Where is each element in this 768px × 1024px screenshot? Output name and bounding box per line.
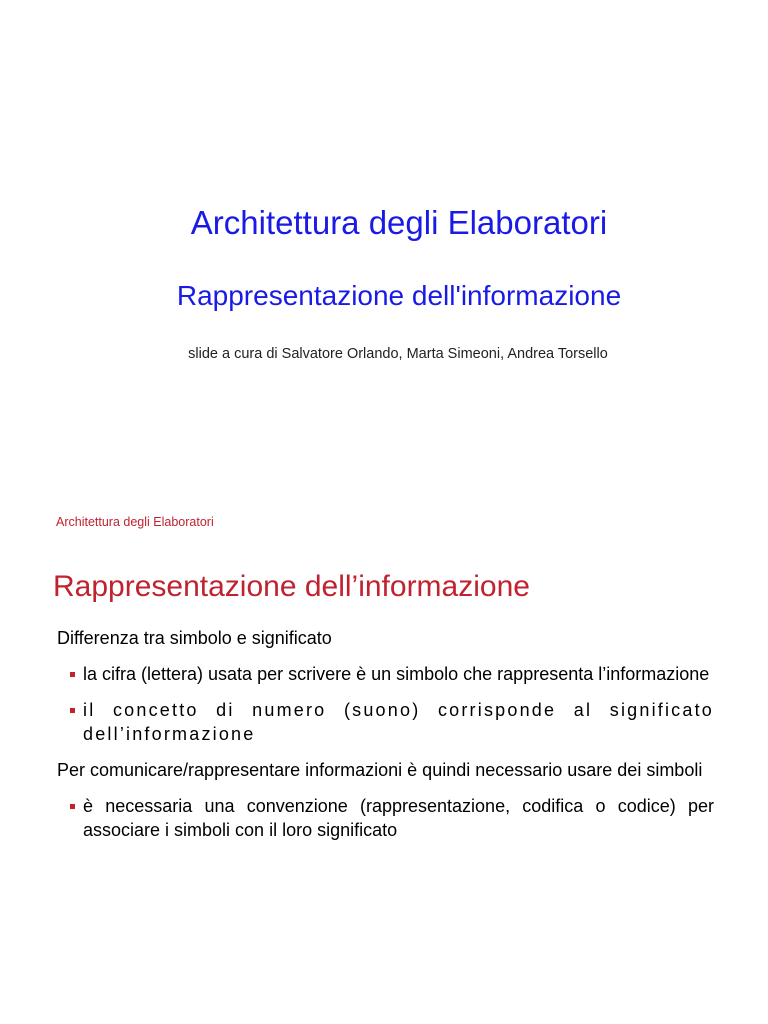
presentation-subtitle: Rappresentazione dell'informazione <box>176 280 622 311</box>
slide-body <box>57 626 714 854</box>
list-item <box>57 698 714 746</box>
slide-credits: slide a cura di Salvatore Orlando, Marta Simeoni, Andrea Torsello <box>188 346 608 362</box>
presentation-title: Architettura degli Elaboratori <box>190 204 608 241</box>
square-bullet-icon <box>70 672 75 677</box>
bullet-list <box>57 794 714 842</box>
intro-text: Differenza tra simbolo e significato <box>57 628 332 648</box>
body-paragraph: Per comunicare/rappresentare informazioni è quindi necessario usare dei simboli <box>57 760 703 780</box>
title-slide <box>0 0 768 500</box>
course-header: Architettura degli Elaboratori <box>56 515 214 529</box>
square-bullet-icon <box>70 708 75 713</box>
list-item <box>57 662 714 686</box>
bullet-text: è necessaria una convenzione (rappresentazione, codifica o codice) per associare i simboli con il loro significato <box>83 796 714 840</box>
list-item <box>57 794 714 842</box>
bullet-text: il concetto di numero (suono) corrisponde al significato dell’informazione <box>83 700 714 744</box>
content-slide <box>0 500 768 1024</box>
bullet-list <box>57 662 714 746</box>
bullet-text: la cifra (lettera) usata per scrivere è un simbolo che rappresenta l’informazione <box>83 664 710 684</box>
square-bullet-icon <box>70 804 75 809</box>
slide-title: Rappresentazione dell’informazione <box>53 570 530 603</box>
